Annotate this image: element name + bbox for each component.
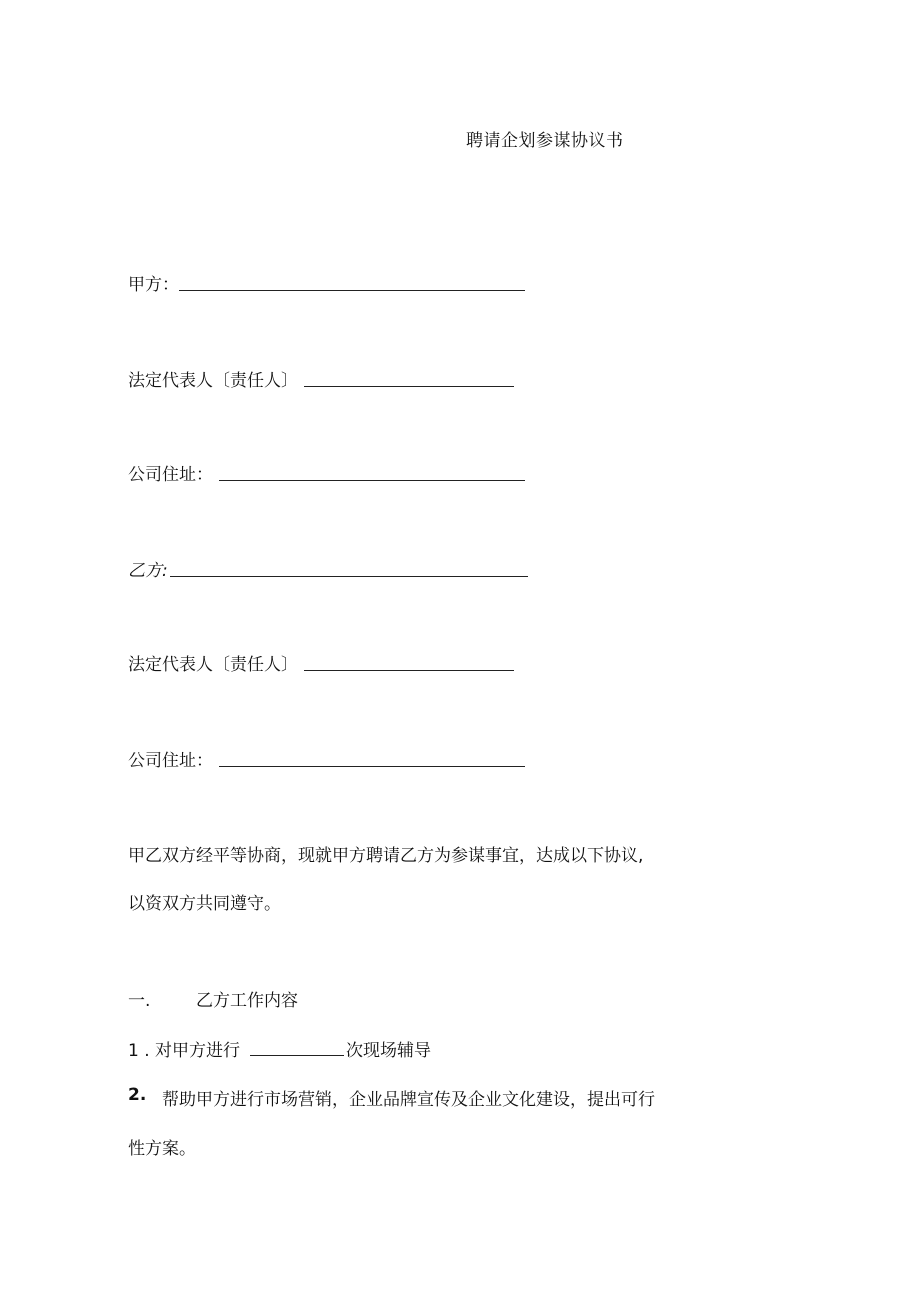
- party-b-address-field: [128, 746, 525, 771]
- party-b-field: [128, 556, 528, 581]
- party-b-blank[interactable]: [170, 575, 528, 577]
- section-1-title: 乙方工作内容: [196, 991, 298, 1011]
- item-1-prefix: 1 . 对甲方进行: [128, 1041, 241, 1061]
- party-b-address-blank[interactable]: [219, 765, 525, 767]
- item-2-number: 2.: [128, 1085, 147, 1105]
- party-a-label: 甲方：: [128, 275, 179, 295]
- party-b-representative-blank[interactable]: [304, 669, 514, 671]
- item-2-line-2: 性方案。: [128, 1139, 196, 1159]
- party-a-field: [128, 270, 525, 295]
- party-a-representative-field: [128, 366, 514, 391]
- party-b-address-label: 公司住址：: [128, 751, 213, 771]
- item-1: [128, 1036, 431, 1061]
- intro-line-2: 以资双方共同遵守。: [128, 894, 281, 914]
- party-a-address-blank[interactable]: [219, 479, 525, 481]
- party-a-blank[interactable]: [179, 289, 525, 291]
- party-a-representative-label: 法定代表人〔责任人〕: [128, 371, 298, 391]
- party-b-representative-field: [128, 650, 514, 675]
- party-b-label: 乙方:: [128, 561, 168, 581]
- item-1-suffix: 次现场辅导: [346, 1041, 432, 1061]
- section-1-number: 一.: [128, 991, 151, 1011]
- party-a-address-label: 公司住址：: [128, 465, 213, 485]
- party-b-representative-label: 法定代表人〔责任人〕: [128, 655, 298, 675]
- item-2-line-1: 帮助甲方进行市场营销，企业品牌宣传及企业文化建设，提出可行: [162, 1090, 655, 1110]
- party-a-address-field: [128, 460, 525, 485]
- party-a-representative-blank[interactable]: [304, 385, 514, 387]
- item-1-blank[interactable]: [250, 1041, 344, 1056]
- document-title: 聘请企划参谋协议书: [466, 131, 624, 151]
- intro-line-1: 甲乙双方经平等协商，现就甲方聘请乙方为参谋事宜，达成以下协议,: [128, 846, 644, 866]
